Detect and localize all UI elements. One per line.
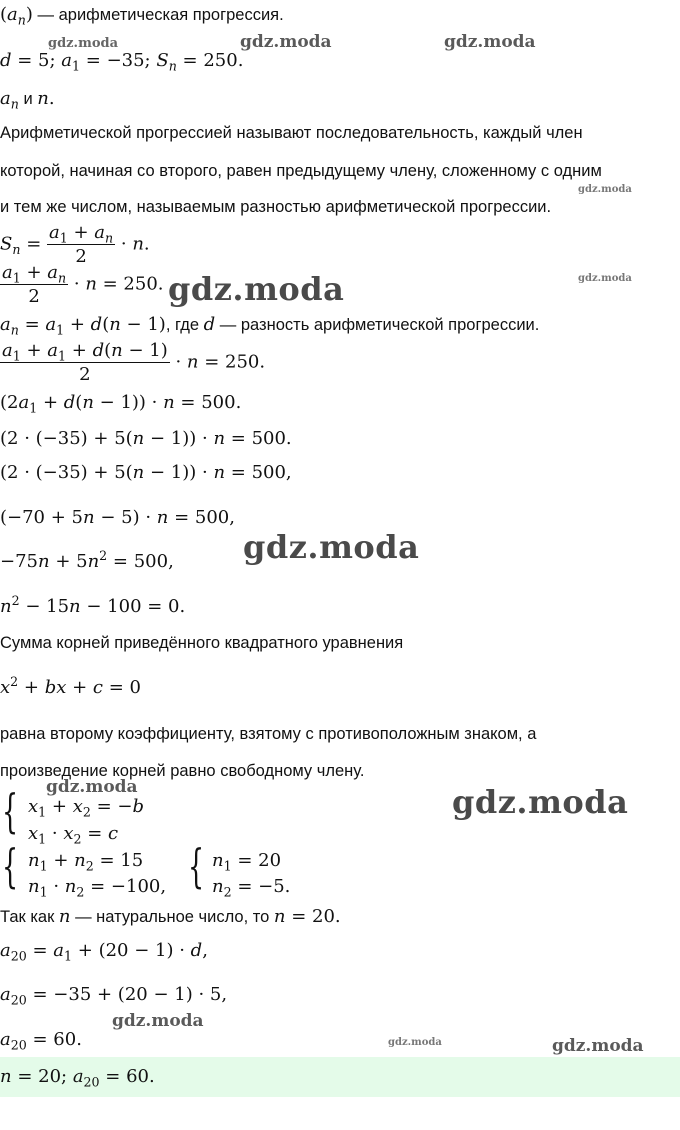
given-values: d = 5; $a_1 = -35$; $S_n = 250$. xyxy=(0,50,244,74)
reduced-quadratic: $x^2$ + bx + c = 0 xyxy=(0,674,141,698)
vieta-text-2: равна второму коэффициенту, взятому с противоположным знаком, а xyxy=(0,725,537,743)
watermark: gdz.moda xyxy=(112,1011,204,1031)
find-line: $a_n$ и n. xyxy=(0,88,55,112)
watermark: gdz.moda xyxy=(452,783,629,821)
equation-step-2: (2 · (−35) + 5(n − 1)) · n = 500. xyxy=(0,428,292,449)
equation-step-3: (2 · (−35) + 5(n − 1)) · n = 500, xyxy=(0,462,292,483)
sum-equation: $\frac{a_1 + a_n}{2}$ · n = 250. xyxy=(2,262,164,307)
answer: n = 20; $a_{20} = 60$. xyxy=(0,1066,155,1090)
watermark: gdz.moda xyxy=(243,528,420,566)
watermark: gdz.moda xyxy=(444,32,536,52)
nth-term-formula: $a_n = a_1 + d(n - 1)$, где d — разность арифметической прогрессии. xyxy=(0,314,540,338)
sum-formula: $S_n$ = $\frac{a_1 + a_n}{2}$ · n. xyxy=(0,222,150,267)
equation-step-1: $(2a_1 + d(n - 1)) \cdot n = 500$. xyxy=(0,392,242,416)
watermark: gdz.moda xyxy=(48,36,119,51)
root-2: $n_2 = -5$. xyxy=(212,876,291,900)
vieta-text-1: Сумма корней приведённого квадратного уравнения xyxy=(0,634,404,652)
definition-line-3: и тем же числом, называемым разностью арифметической прогрессии. xyxy=(0,198,552,216)
system-brace: { xyxy=(2,839,19,893)
equation-step-5: $-75n + 5n^2 = 500$, xyxy=(0,548,174,572)
system-brace: { xyxy=(188,839,205,893)
vieta-text-3: произведение корней равно свободному члену. xyxy=(0,762,365,780)
a20-substitution: $a_{20} = -35 + (20 - 1) \cdot 5$, xyxy=(0,984,228,1008)
definition-line-1: Арифметической прогрессией называют последовательность, каждый член xyxy=(0,124,583,142)
watermark: gdz.moda xyxy=(168,270,345,308)
watermark: gdz.moda xyxy=(552,1036,644,1056)
watermark: gdz.moda xyxy=(46,777,138,797)
condition-line: $(a_n)$ — арифметическая прогрессия. xyxy=(0,4,284,28)
watermark: gdz.moda xyxy=(388,1037,442,1048)
watermark: gdz.moda xyxy=(578,184,632,195)
substitution-equation: $\frac{a_1 + a_1 + d(n - 1)}{2}$ · n = 250. xyxy=(2,340,266,385)
watermark: gdz.moda xyxy=(578,273,632,284)
a20-formula: $a_{20} = a_1 + (20 - 1) \cdot d$, xyxy=(0,940,208,964)
roots-product: $n_1 \cdot n_2 = -100$, xyxy=(28,876,167,900)
root-1: $n_1 = 20$ xyxy=(212,850,282,874)
definition-line-2: которой, начиная со второго, равен предыдущему члену, сложенному с одним xyxy=(0,162,602,180)
watermark: gdz.moda xyxy=(240,32,332,52)
system-brace: { xyxy=(2,784,19,838)
natural-number-line: Так как n — натуральное число, то n = 20. xyxy=(0,906,341,927)
roots-sum: $n_1 + n_2 = 15$ xyxy=(28,850,144,874)
a20-result: $a_{20} = 60$. xyxy=(0,1029,82,1053)
quadratic-equation: $n^2 - 15n - 100 = 0$. xyxy=(0,593,186,617)
vieta-product: $x_1 \cdot x_2 = c$ xyxy=(28,823,119,847)
vieta-sum: $x_1 + x_2 = -b$ xyxy=(28,796,145,820)
equation-step-4: (−70 + 5n − 5) · n = 500, xyxy=(0,507,235,528)
